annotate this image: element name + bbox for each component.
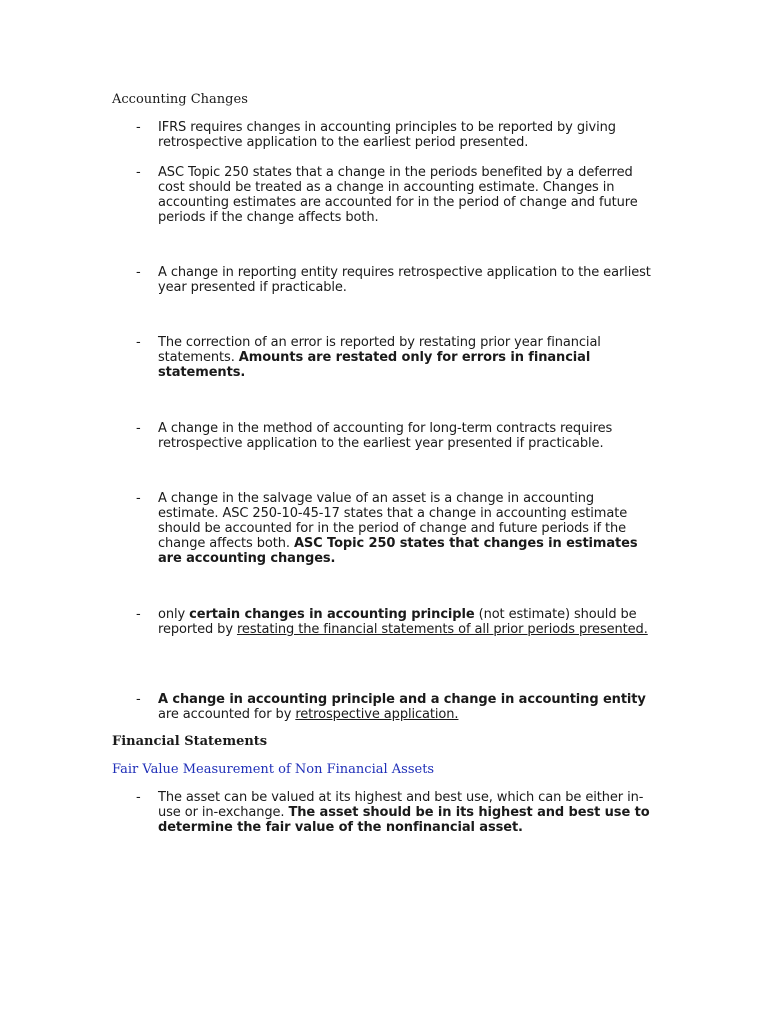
heading-fair-value: Fair Value Measurement of Non Financial Assets — [112, 762, 435, 777]
bullet-dash: - — [136, 692, 141, 707]
text-run: only — [158, 607, 190, 622]
bullet-dash: - — [136, 265, 141, 280]
text-run: (not estimate) should be reported by — [158, 607, 637, 637]
text-run: A change in the salvage value of an asset is a change in accounting estimate. ASC 250-10-45-17 states that a change in accounting estimate should be accounted for in the period of change and future periods if the change affects both. — [158, 491, 628, 551]
list-item-text — [158, 692, 658, 722]
list-item-text — [158, 120, 658, 150]
heading-accounting-changes: Accounting Changes — [112, 92, 248, 107]
text-run: ASC Topic 250 states that a change in the periods benefited by a deferred cost should be treated as a change in accounting estimate. Changes in accounting estimates are accounted for in the period of change and future periods if the change affects both. — [158, 165, 638, 225]
text-run: IFRS requires changes in accounting principles to be reported by giving retrospective application to the earliest period presented. — [158, 120, 616, 150]
heading-financial-statements: Financial Statements — [112, 734, 268, 749]
bold-text: certain changes in accounting principle — [189, 607, 475, 622]
bullet-dash: - — [136, 790, 141, 805]
text-run: The correction of an error is reported by restating prior year financial statements. — [158, 335, 601, 365]
text-run: A change in the method of accounting for long-term contracts requires retrospective application to the earliest year presented if practicable. — [158, 421, 613, 451]
bold-text: Amounts are restated only for errors in financial statements. — [158, 350, 591, 380]
bullet-dash: - — [136, 607, 141, 622]
bullet-dash: - — [136, 165, 141, 180]
list-item-text — [158, 491, 658, 566]
text-run: The asset can be valued at its highest and best use, which can be either in-use or in-exchange. — [158, 790, 644, 820]
underlined-text: retrospective application. — [295, 707, 459, 722]
bullet-dash: - — [136, 335, 141, 350]
bold-text: A change in accounting principle and a change in accounting entity — [158, 692, 646, 707]
list-item-text — [158, 790, 658, 835]
text-run: are accounted for by — [158, 707, 296, 722]
bold-text: The asset should be in its highest and best use to determine the fair value of the nonfinancial asset. — [158, 805, 650, 835]
bullet-dash: - — [136, 491, 141, 506]
list-item-text — [158, 335, 658, 380]
text-run: A change in reporting entity requires retrospective application to the earliest year presented if practicable. — [158, 265, 651, 295]
bold-text: ASC Topic 250 states that changes in estimates are accounting changes. — [158, 536, 638, 566]
list-item-text — [158, 421, 658, 451]
underlined-text: restating the financial statements of all prior periods presented. — [236, 622, 648, 637]
list-item-text — [158, 165, 658, 225]
list-item-text — [158, 265, 658, 295]
list-item-text — [158, 607, 658, 637]
bullet-dash: - — [136, 120, 141, 135]
bullet-dash: - — [136, 421, 141, 436]
